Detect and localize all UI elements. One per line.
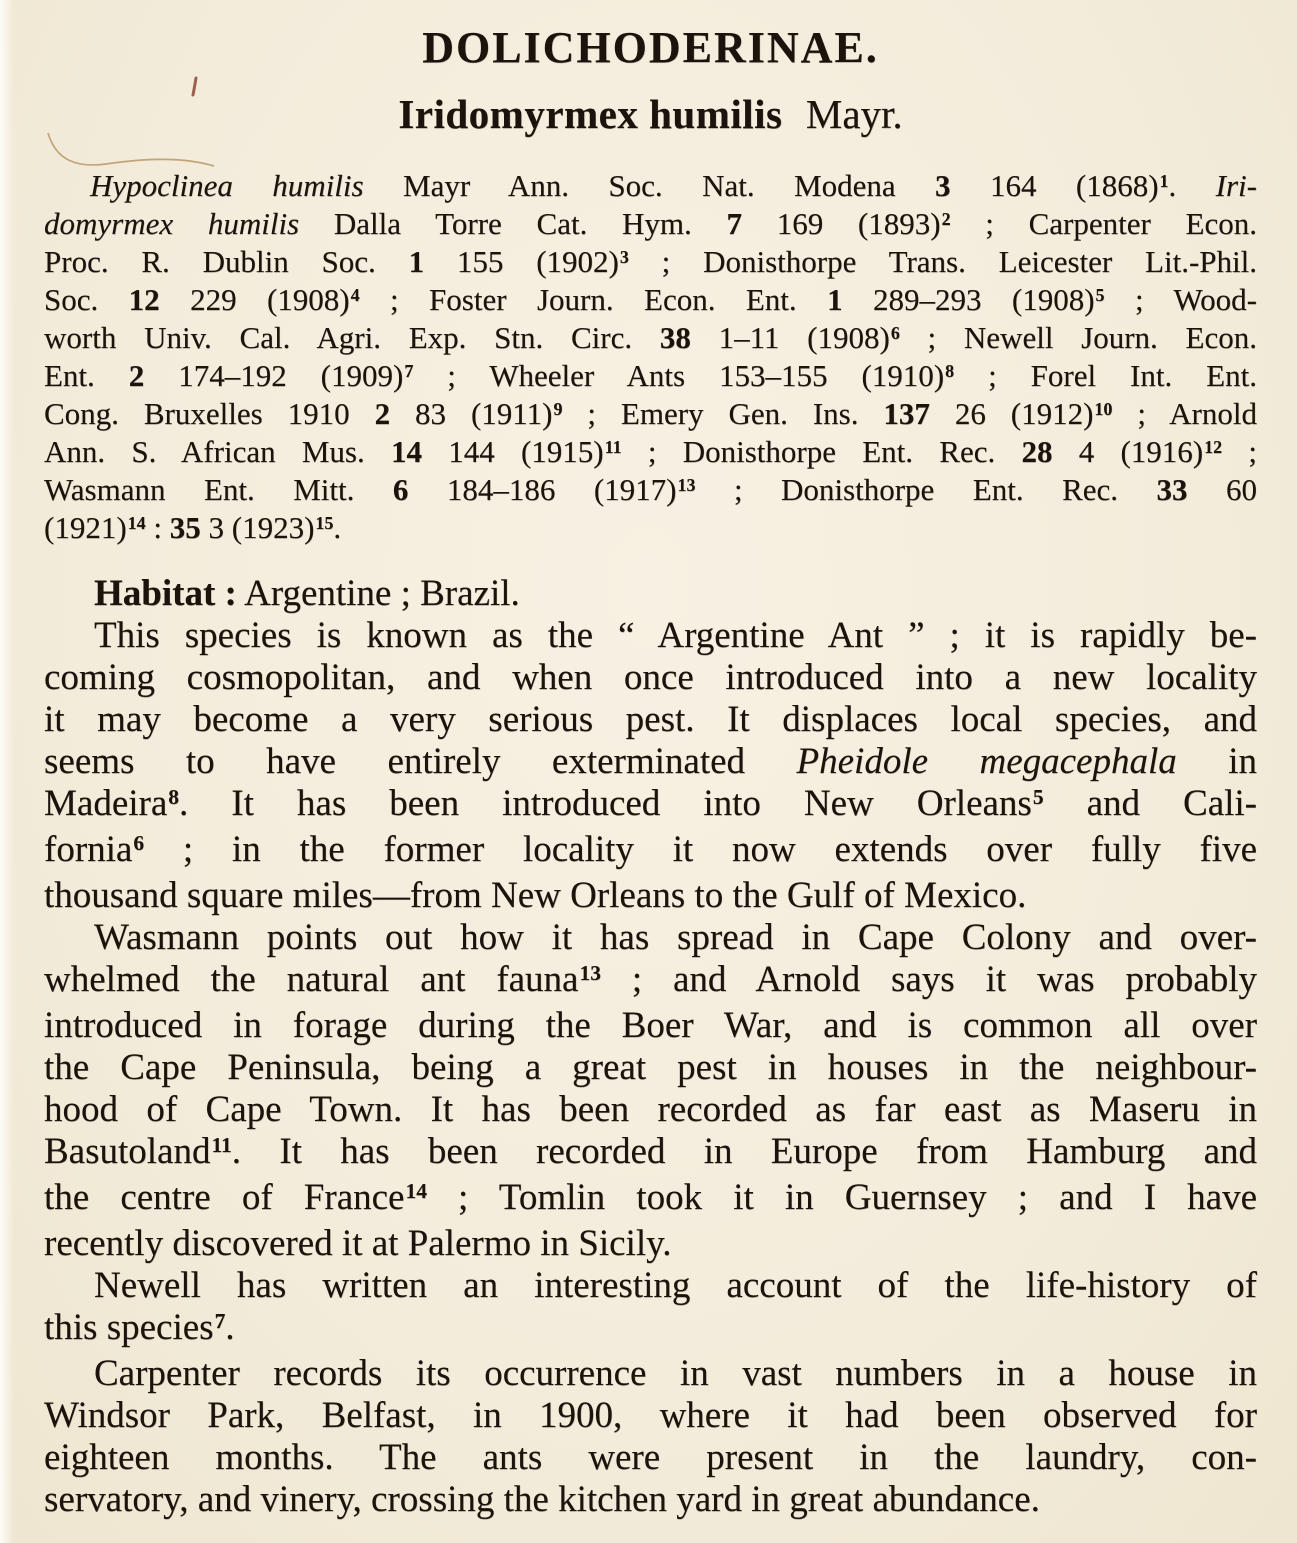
reference-superscript: 6 [890, 323, 900, 344]
text-run: servatory, and vinery, crossing the kitchen yard in great abundance. [44, 1479, 1040, 1520]
text-line [44, 1047, 1257, 1089]
text-run: ; Tomlin took it in Guernsey ; and I have [426, 1177, 1257, 1218]
text-run: Dalla Torre Cat. Hym. [299, 206, 727, 241]
text-run: ; Newell Journ. Econ. [899, 320, 1257, 355]
text-run: 28 [1021, 434, 1053, 469]
text-run: Argentine ; Brazil. [236, 573, 520, 614]
text-line [44, 1005, 1257, 1047]
text-line [44, 699, 1257, 741]
text-run: 33 [1156, 472, 1188, 507]
species-heading [44, 91, 1257, 137]
text-line [44, 1353, 1257, 1395]
text-run: seems to have entirely exterminated [44, 741, 797, 782]
text-run: Pheidole megacephala [796, 741, 1177, 782]
text-run: 155 (1902) [424, 244, 619, 279]
text-run: ; Emery Gen. Ins. [562, 396, 884, 431]
text-run: 289–293 (1908) [842, 282, 1095, 317]
text-run: Carpenter records its occurrence in vast numbers in a house in [94, 1353, 1257, 1394]
text-run: and Cali- [1043, 783, 1258, 824]
text-run: Cong. Bruxelles 1910 [44, 396, 375, 431]
text-run: 3 (1923) [200, 510, 315, 545]
text-line [44, 573, 1257, 615]
text-run: 4 (1916) [1052, 434, 1204, 469]
text-run: Madeira [44, 783, 168, 824]
text-run: ; Arnold [1112, 396, 1257, 431]
text-line [44, 1177, 1257, 1223]
text-run: 60 [1187, 472, 1257, 507]
text-run: ; in the former locality it now extends over fully five [144, 829, 1257, 870]
reference-superscript: 3 [619, 247, 629, 268]
text-line [44, 615, 1257, 657]
text-run: worth Univ. Cal. Agri. Exp. Stn. Circ. [44, 320, 660, 355]
text-run: . [1168, 168, 1216, 203]
text-run: 2 [128, 358, 145, 393]
text-run: in [1176, 741, 1258, 782]
text-line [44, 783, 1257, 829]
text-run: 38 [659, 320, 691, 355]
text-run: ; Donisthorpe Ent. Rec. [621, 434, 1022, 469]
text-run: Newell has written an interesting account of the life-history of [94, 1265, 1257, 1306]
text-line [44, 359, 1257, 397]
text-run: (1921) [44, 510, 127, 545]
text-run: Wasmann Ent. Mitt. [44, 472, 393, 507]
text-run: 3 [935, 168, 951, 203]
text-run: Basutoland [44, 1131, 211, 1172]
text-run: it may become a very serious pest. It displaces local species, and [44, 699, 1257, 740]
reference-superscript: 15 [315, 513, 334, 534]
text-run: 169 (1893) [742, 206, 941, 241]
text-line [44, 207, 1257, 245]
reference-superscript: 14 [405, 1179, 427, 1204]
text-line [44, 875, 1257, 917]
text-run: 14 [390, 434, 422, 469]
reference-superscript: 8 [168, 785, 180, 810]
text-line [44, 397, 1257, 435]
reference-superscript: 5 [1032, 785, 1044, 810]
text-run: Ent. [44, 358, 129, 393]
text-run: Windsor Park, Belfast, in 1900, where it had been observed for [44, 1395, 1257, 1436]
reference-superscript: 7 [214, 1309, 226, 1334]
text-run: recently discovered it at Palermo in Sicily. [44, 1223, 672, 1264]
reference-superscript: 13 [579, 961, 601, 986]
text-run: 137 [883, 396, 930, 431]
text-run: Habitat : [94, 573, 237, 614]
text-run: ; Donisthorpe Trans. Leicester Lit.-Phil. [628, 244, 1257, 279]
text-run: 164 (1868) [950, 168, 1159, 203]
reference-superscript: 1 [1159, 171, 1169, 192]
reference-superscript: 12 [1204, 437, 1223, 458]
text-line [44, 1265, 1257, 1307]
text-run: . [225, 1307, 235, 1348]
text-line [44, 245, 1257, 283]
text-run: 174–192 (1909) [144, 358, 404, 393]
text-run: Soc. [44, 282, 129, 317]
reference-superscript: 5 [1095, 285, 1105, 306]
text-run: domyrmex humilis [44, 206, 300, 241]
text-run: : [145, 510, 170, 545]
text-run: 184–186 (1917) [408, 472, 677, 507]
text-line [44, 321, 1257, 359]
text-run: ; [1222, 434, 1257, 469]
text-run: introduced in forage during the Boer War, and is common all over [44, 1005, 1257, 1046]
text-line [44, 829, 1257, 875]
text-run: Mayr Ann. Soc. Nat. Modena [363, 168, 936, 203]
text-run: 7 [726, 206, 742, 241]
reference-superscript: 10 [1094, 399, 1113, 420]
text-line [44, 1089, 1257, 1131]
text-run: coming cosmopolitan, and when once introduced into a new locality [44, 657, 1257, 698]
text-line [44, 741, 1257, 783]
reference-superscript: 13 [677, 475, 696, 496]
text-run: ; Forel Int. Ent. [954, 358, 1257, 393]
text-line [44, 1479, 1257, 1521]
text-run: ; and Arnold says it was probably [600, 959, 1257, 1000]
text-run: 83 (1911) [390, 396, 553, 431]
text-run: the centre of France [44, 1177, 405, 1218]
synonymy-block [44, 169, 1257, 549]
text-run: Ann. S. African Mus. [44, 434, 391, 469]
text-line [44, 1307, 1257, 1353]
text-run: 2 [374, 396, 391, 431]
text-run: this species [44, 1307, 214, 1348]
reference-superscript: 11 [604, 437, 622, 458]
text-line [44, 657, 1257, 699]
reference-superscript: 4 [350, 285, 360, 306]
text-line [44, 473, 1257, 511]
text-run: Proc. R. Dublin Soc. [44, 244, 409, 279]
reference-superscript: 9 [553, 399, 563, 420]
text-run: 144 (1915) [421, 434, 604, 469]
text-line [44, 1223, 1257, 1265]
species-name: Iridomyrmex humilis [398, 91, 783, 137]
text-line [44, 169, 1257, 207]
text-run: the Cape Peninsula, being a great pest in houses in the neighbour- [44, 1047, 1257, 1088]
text-line [44, 917, 1257, 959]
text-line [44, 511, 1257, 549]
text-run: thousand square miles—from New Orleans to the Gulf of Mexico. [44, 875, 1027, 916]
text-run: Wasmann points out how it has spread in Cape Colony and over- [94, 917, 1257, 958]
reference-superscript: 11 [211, 1133, 232, 1158]
text-line [44, 959, 1257, 1005]
reference-superscript: 14 [127, 513, 146, 534]
text-run: ; Donisthorpe Ent. Rec. [695, 472, 1157, 507]
text-run: Hypoclinea humilis [90, 168, 364, 203]
text-line [44, 283, 1257, 321]
text-run: . It has been introduced into New Orleans [179, 783, 1032, 824]
text-run: 12 [128, 282, 160, 317]
text-run: whelmed the natural ant fauna [44, 959, 579, 1000]
text-run: 6 [392, 472, 409, 507]
body-text-block [44, 573, 1257, 1521]
reference-superscript: 7 [404, 361, 414, 382]
text-run: 1 [408, 244, 425, 279]
text-run: . It has been recorded in Europe from Hamburg and [231, 1131, 1257, 1172]
reference-superscript: 6 [133, 831, 145, 856]
page-title: DOLICHODERINAE. [422, 23, 879, 72]
text-run: 1 [827, 282, 843, 317]
reference-superscript: 2 [941, 209, 951, 230]
page-content [0, 23, 1297, 1521]
text-run: This species is known as the “ Argentine Ant ” ; it is rapidly be- [94, 615, 1257, 656]
text-run: ; Wood- [1104, 282, 1258, 317]
text-run: ; Foster Journ. Econ. Ent. [359, 282, 828, 317]
text-run: Iri- [1215, 168, 1257, 203]
text-run: hood of Cape Town. It has been recorded as far east as Maseru in [44, 1089, 1257, 1130]
species-author: Mayr. [805, 91, 903, 137]
text-run: eighteen months. The ants were present in the laundry, con- [44, 1437, 1257, 1478]
text-run: 26 (1912) [929, 396, 1094, 431]
text-run: . [333, 510, 342, 545]
text-line [44, 1395, 1257, 1437]
text-run: ; Wheeler Ants 153–155 (1910) [413, 358, 945, 393]
text-run: 1–11 (1908) [690, 320, 890, 355]
reference-superscript: 8 [945, 361, 955, 382]
text-run: ; Carpenter Econ. [950, 206, 1257, 241]
text-line [44, 1437, 1257, 1479]
text-line [44, 1131, 1257, 1177]
text-run: 35 [169, 510, 201, 545]
text-run: fornia [44, 829, 133, 870]
text-line [44, 435, 1257, 473]
text-run: 229 (1908) [159, 282, 350, 317]
